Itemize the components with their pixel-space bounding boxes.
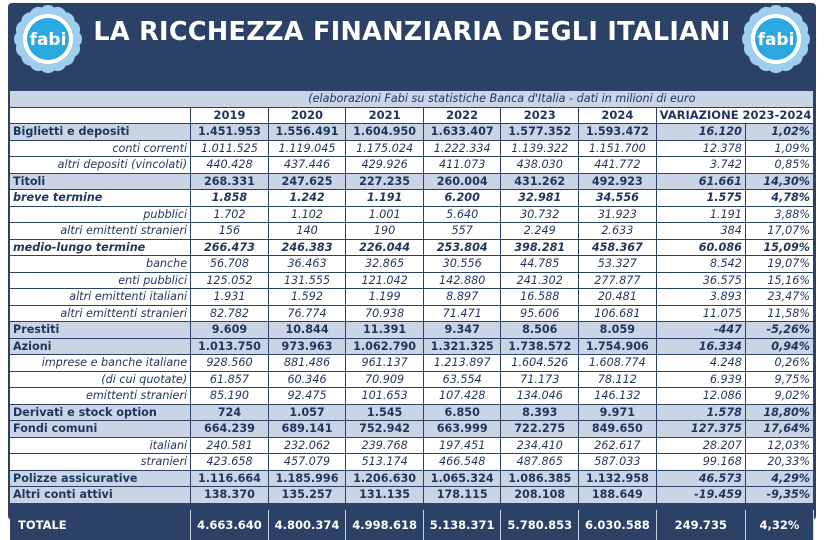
- variation-abs-cell: 3.742: [656, 157, 745, 174]
- variation-abs-cell: 12.378: [656, 140, 745, 157]
- value-cell: 9.609: [191, 322, 269, 339]
- value-cell: 268.331: [191, 173, 269, 190]
- variation-pct-cell: 9,75%: [745, 371, 813, 388]
- header-year: 2020: [268, 107, 346, 124]
- header-year: 2022: [423, 107, 501, 124]
- variation-pct-cell: 15,09%: [745, 239, 813, 256]
- variation-abs-cell: 1.578: [656, 404, 745, 421]
- value-cell: 131.555: [268, 272, 346, 289]
- value-cell: 8.059: [579, 322, 657, 339]
- value-cell: 437.446: [268, 157, 346, 174]
- value-cell: 1.545: [346, 404, 424, 421]
- value-cell: 881.486: [268, 355, 346, 372]
- value-cell: 1.086.385: [501, 470, 579, 487]
- value-cell: 961.137: [346, 355, 424, 372]
- value-cell: 1.556.491: [268, 124, 346, 141]
- table-row: [10, 454, 814, 471]
- row-label: Altri conti attivi: [10, 487, 191, 504]
- table-row: [10, 338, 814, 355]
- variation-pct-cell: 23,47%: [745, 289, 813, 306]
- value-cell: 1.754.906: [579, 338, 657, 355]
- value-cell: 107.428: [423, 388, 501, 405]
- variation-abs-cell: 384: [656, 223, 745, 240]
- value-cell: 1.065.324: [423, 470, 501, 487]
- variation-abs-cell: 16.334: [656, 338, 745, 355]
- value-cell: 101.653: [346, 388, 424, 405]
- value-cell: 227.235: [346, 173, 424, 190]
- value-cell: 53.327: [579, 256, 657, 273]
- value-cell: 70.938: [346, 305, 424, 322]
- value-cell: 1.199: [346, 289, 424, 306]
- value-cell: 32.865: [346, 256, 424, 273]
- variation-pct-cell: 0,94%: [745, 338, 813, 355]
- variation-pct-cell: 17,07%: [745, 223, 813, 240]
- wealth-table: [10, 91, 814, 540]
- variation-pct-cell: 15,16%: [745, 272, 813, 289]
- variation-abs-cell: 127.375: [656, 421, 745, 438]
- value-cell: 1.702: [191, 206, 269, 223]
- value-cell: 429.926: [346, 157, 424, 174]
- row-label: medio-lungo termine: [10, 239, 191, 256]
- value-cell: 1.321.325: [423, 338, 501, 355]
- value-cell: 95.606: [501, 305, 579, 322]
- row-label: Azioni: [10, 338, 191, 355]
- variation-pct-cell: 20,33%: [745, 454, 813, 471]
- row-label: (di cui quotate): [10, 371, 191, 388]
- row-label: Derivati e stock option: [10, 404, 191, 421]
- table-row: [10, 190, 814, 207]
- variation-abs-cell: 28.207: [656, 437, 745, 454]
- value-cell: 1.222.334: [423, 140, 501, 157]
- value-cell: 1.175.024: [346, 140, 424, 157]
- row-label: pubblici: [10, 206, 191, 223]
- value-cell: 1.116.664: [191, 470, 269, 487]
- value-cell: 131.135: [346, 487, 424, 504]
- value-cell: 1.206.630: [346, 470, 424, 487]
- value-cell: 663.999: [423, 421, 501, 438]
- value-cell: 277.877: [579, 272, 657, 289]
- header-year: 2019: [191, 107, 269, 124]
- variation-abs-cell: 6.939: [656, 371, 745, 388]
- variation-pct-cell: 9,02%: [745, 388, 813, 405]
- variation-pct-cell: 14,30%: [745, 173, 813, 190]
- header-variation: VARIAZIONE 2023-2024: [656, 107, 813, 124]
- table-row: [10, 437, 814, 454]
- total-value-cell: 5.138.371: [423, 510, 501, 540]
- variation-pct-cell: -5,26%: [745, 322, 813, 339]
- variation-pct-cell: 18,80%: [745, 404, 813, 421]
- value-cell: 689.141: [268, 421, 346, 438]
- value-cell: 1.608.774: [579, 355, 657, 372]
- header-row: [10, 107, 814, 124]
- value-cell: 722.275: [501, 421, 579, 438]
- variation-abs-cell: 16.120: [656, 124, 745, 141]
- subtitle-spacer-cell: [10, 91, 191, 107]
- value-cell: 1.062.790: [346, 338, 424, 355]
- variation-abs-cell: -19.459: [656, 487, 745, 504]
- variation-abs-cell: 60.086: [656, 239, 745, 256]
- value-cell: 1.185.996: [268, 470, 346, 487]
- value-cell: 135.257: [268, 487, 346, 504]
- value-cell: 262.617: [579, 437, 657, 454]
- value-cell: 6.850: [423, 404, 501, 421]
- row-label: breve termine: [10, 190, 191, 207]
- value-cell: 190: [346, 223, 424, 240]
- value-cell: 487.865: [501, 454, 579, 471]
- value-cell: 457.079: [268, 454, 346, 471]
- value-cell: 1.858: [191, 190, 269, 207]
- value-cell: 441.772: [579, 157, 657, 174]
- value-cell: 197.451: [423, 437, 501, 454]
- value-cell: 1.132.958: [579, 470, 657, 487]
- variation-abs-cell: -447: [656, 322, 745, 339]
- table-row: [10, 239, 814, 256]
- value-cell: 587.033: [579, 454, 657, 471]
- table-row: [10, 487, 814, 504]
- variation-abs-cell: 12.086: [656, 388, 745, 405]
- table-row: [10, 223, 814, 240]
- value-cell: 63.554: [423, 371, 501, 388]
- variation-abs-cell: 8.542: [656, 256, 745, 273]
- table-row: [10, 157, 814, 174]
- value-cell: 61.857: [191, 371, 269, 388]
- row-label: banche: [10, 256, 191, 273]
- value-cell: 247.625: [268, 173, 346, 190]
- value-cell: 178.115: [423, 487, 501, 504]
- value-cell: 34.556: [579, 190, 657, 207]
- value-cell: 36.463: [268, 256, 346, 273]
- table-row: [10, 124, 814, 141]
- header-year: 2024: [579, 107, 657, 124]
- total-variation-pct: 4,32%: [745, 510, 813, 540]
- value-cell: 142.880: [423, 272, 501, 289]
- variation-pct-cell: 4,29%: [745, 470, 813, 487]
- table-subtitle: (elaborazioni Fabi su statistiche Banca d'Italia - dati in milioni di euro: [191, 91, 814, 107]
- value-cell: 125.052: [191, 272, 269, 289]
- table-row: [10, 388, 814, 405]
- value-cell: 440.428: [191, 157, 269, 174]
- value-cell: 71.173: [501, 371, 579, 388]
- value-cell: 557: [423, 223, 501, 240]
- row-label: conti correnti: [10, 140, 191, 157]
- logo-text: fabi: [29, 30, 67, 50]
- value-cell: 1.592: [268, 289, 346, 306]
- header-year: 2023: [501, 107, 579, 124]
- value-cell: 8.506: [501, 322, 579, 339]
- value-cell: 1.213.897: [423, 355, 501, 372]
- wealth-table-container: [10, 91, 814, 540]
- table-row: [10, 355, 814, 372]
- value-cell: 10.844: [268, 322, 346, 339]
- variation-abs-cell: 61.661: [656, 173, 745, 190]
- logo-text: fabi: [757, 30, 795, 50]
- variation-abs-cell: 99.168: [656, 454, 745, 471]
- value-cell: 431.262: [501, 173, 579, 190]
- variation-pct-cell: 12,03%: [745, 437, 813, 454]
- total-value-cell: 4.663.640: [191, 510, 269, 540]
- table-row: [10, 305, 814, 322]
- value-cell: 11.391: [346, 322, 424, 339]
- value-cell: 5.640: [423, 206, 501, 223]
- row-label: Polizze assicurative: [10, 470, 191, 487]
- value-cell: 1.604.950: [346, 124, 424, 141]
- row-label: Biglietti e depositi: [10, 124, 191, 141]
- value-cell: 138.370: [191, 487, 269, 504]
- value-cell: 106.681: [579, 305, 657, 322]
- variation-abs-cell: 1.191: [656, 206, 745, 223]
- value-cell: 16.588: [501, 289, 579, 306]
- value-cell: 239.768: [346, 437, 424, 454]
- value-cell: 664.239: [191, 421, 269, 438]
- value-cell: 76.774: [268, 305, 346, 322]
- value-cell: 1.451.953: [191, 124, 269, 141]
- value-cell: 1.001: [346, 206, 424, 223]
- variation-pct-cell: 4,78%: [745, 190, 813, 207]
- table-row: [10, 206, 814, 223]
- table-row: [10, 470, 814, 487]
- row-label: altri emittenti italiani: [10, 289, 191, 306]
- variation-pct-cell: 1,09%: [745, 140, 813, 157]
- value-cell: 44.785: [501, 256, 579, 273]
- table-row: [10, 173, 814, 190]
- total-value-cell: 5.780.853: [501, 510, 579, 540]
- row-label: Fondi comuni: [10, 421, 191, 438]
- subtitle-row: [10, 91, 814, 107]
- table-row: [10, 371, 814, 388]
- value-cell: 20.481: [579, 289, 657, 306]
- value-cell: 1.191: [346, 190, 424, 207]
- total-row: [10, 510, 814, 540]
- value-cell: 1.139.322: [501, 140, 579, 157]
- value-cell: 928.560: [191, 355, 269, 372]
- value-cell: 246.383: [268, 239, 346, 256]
- value-cell: 78.112: [579, 371, 657, 388]
- value-cell: 1.151.700: [579, 140, 657, 157]
- value-cell: 266.473: [191, 239, 269, 256]
- infographic-panel: [8, 3, 816, 532]
- variation-abs-cell: 46.573: [656, 470, 745, 487]
- value-cell: 1.119.045: [268, 140, 346, 157]
- row-label: enti pubblici: [10, 272, 191, 289]
- row-label: altri emittenti stranieri: [10, 305, 191, 322]
- value-cell: 60.346: [268, 371, 346, 388]
- value-cell: 1.102: [268, 206, 346, 223]
- table-row: [10, 140, 814, 157]
- value-cell: 140: [268, 223, 346, 240]
- value-cell: 2.249: [501, 223, 579, 240]
- value-cell: 234.410: [501, 437, 579, 454]
- table-row: [10, 322, 814, 339]
- value-cell: 423.658: [191, 454, 269, 471]
- value-cell: 1.604.526: [501, 355, 579, 372]
- value-cell: 240.581: [191, 437, 269, 454]
- value-cell: 56.708: [191, 256, 269, 273]
- value-cell: 8.897: [423, 289, 501, 306]
- variation-abs-cell: 4.248: [656, 355, 745, 372]
- row-label: italiani: [10, 437, 191, 454]
- value-cell: 1.242: [268, 190, 346, 207]
- table-row: [10, 289, 814, 306]
- value-cell: 458.367: [579, 239, 657, 256]
- row-label: altri depositi (vincolati): [10, 157, 191, 174]
- total-value-cell: 6.030.588: [579, 510, 657, 540]
- value-cell: 134.046: [501, 388, 579, 405]
- variation-pct-cell: 0,85%: [745, 157, 813, 174]
- value-cell: 6.200: [423, 190, 501, 207]
- value-cell: 156: [191, 223, 269, 240]
- table-row: [10, 256, 814, 273]
- value-cell: 30.732: [501, 206, 579, 223]
- value-cell: 411.073: [423, 157, 501, 174]
- table-row: [10, 272, 814, 289]
- value-cell: 1.013.750: [191, 338, 269, 355]
- variation-pct-cell: 19,07%: [745, 256, 813, 273]
- value-cell: 398.281: [501, 239, 579, 256]
- value-cell: 1.738.572: [501, 338, 579, 355]
- value-cell: 9.347: [423, 322, 501, 339]
- value-cell: 92.475: [268, 388, 346, 405]
- value-cell: 85.190: [191, 388, 269, 405]
- variation-pct-cell: 0,26%: [745, 355, 813, 372]
- variation-pct-cell: 17,64%: [745, 421, 813, 438]
- value-cell: 1.011.525: [191, 140, 269, 157]
- value-cell: 1.931: [191, 289, 269, 306]
- row-label: emittenti stranieri: [10, 388, 191, 405]
- row-label: altri emittenti stranieri: [10, 223, 191, 240]
- value-cell: 973.963: [268, 338, 346, 355]
- value-cell: 8.393: [501, 404, 579, 421]
- header-year: 2021: [346, 107, 424, 124]
- row-label: Prestiti: [10, 322, 191, 339]
- row-label: Titoli: [10, 173, 191, 190]
- value-cell: 226.044: [346, 239, 424, 256]
- total-label: TOTALE: [10, 510, 191, 540]
- value-cell: 253.804: [423, 239, 501, 256]
- value-cell: 30.556: [423, 256, 501, 273]
- value-cell: 146.132: [579, 388, 657, 405]
- variation-abs-cell: 11.075: [656, 305, 745, 322]
- value-cell: 752.942: [346, 421, 424, 438]
- value-cell: 513.174: [346, 454, 424, 471]
- value-cell: 70.909: [346, 371, 424, 388]
- variation-pct-cell: -9,35%: [745, 487, 813, 504]
- value-cell: 492.923: [579, 173, 657, 190]
- value-cell: 1.577.352: [501, 124, 579, 141]
- variation-pct-cell: 3,88%: [745, 206, 813, 223]
- variation-abs-cell: 36.575: [656, 272, 745, 289]
- value-cell: 208.108: [501, 487, 579, 504]
- value-cell: 82.782: [191, 305, 269, 322]
- total-value-cell: 4.998.618: [346, 510, 424, 540]
- value-cell: 232.062: [268, 437, 346, 454]
- value-cell: 31.923: [579, 206, 657, 223]
- value-cell: 32.981: [501, 190, 579, 207]
- value-cell: 71.471: [423, 305, 501, 322]
- header-label-cell: [10, 107, 191, 124]
- value-cell: 241.302: [501, 272, 579, 289]
- value-cell: 1.593.472: [579, 124, 657, 141]
- value-cell: 466.548: [423, 454, 501, 471]
- value-cell: 188.649: [579, 487, 657, 504]
- variation-pct-cell: 1,02%: [745, 124, 813, 141]
- total-variation-abs: 249.735: [656, 510, 745, 540]
- row-label: stranieri: [10, 454, 191, 471]
- table-row: [10, 421, 814, 438]
- table-row: [10, 404, 814, 421]
- value-cell: 1.057: [268, 404, 346, 421]
- variation-abs-cell: 1.575: [656, 190, 745, 207]
- value-cell: 724: [191, 404, 269, 421]
- value-cell: 2.633: [579, 223, 657, 240]
- value-cell: 121.042: [346, 272, 424, 289]
- value-cell: 260.004: [423, 173, 501, 190]
- fabi-logo-right: [742, 5, 810, 73]
- value-cell: 849.650: [579, 421, 657, 438]
- variation-abs-cell: 3.893: [656, 289, 745, 306]
- row-label: imprese e banche italiane: [10, 355, 191, 372]
- variation-pct-cell: 11,58%: [745, 305, 813, 322]
- total-value-cell: 4.800.374: [268, 510, 346, 540]
- value-cell: 438.030: [501, 157, 579, 174]
- value-cell: 9.971: [579, 404, 657, 421]
- page-title: LA RICCHEZZA FINANZIARIA DEGLI ITALIANI: [93, 17, 731, 47]
- value-cell: 1.633.407: [423, 124, 501, 141]
